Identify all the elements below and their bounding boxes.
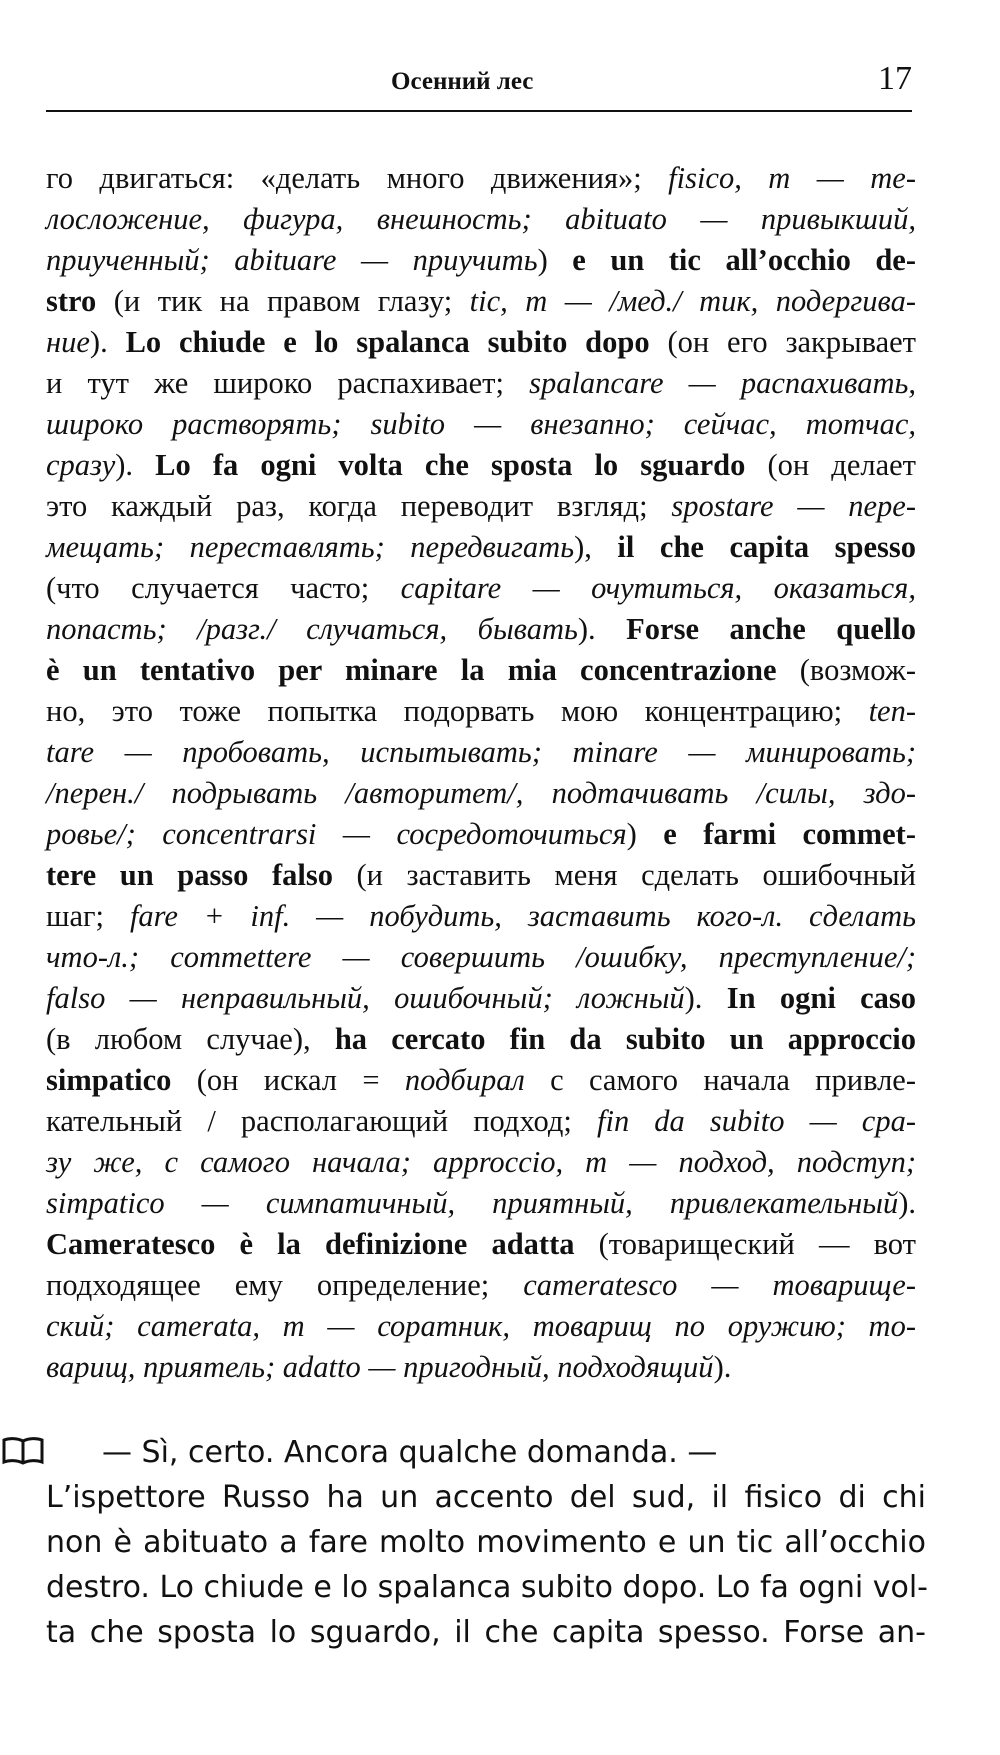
- annotation-line: [46, 773, 916, 814]
- italian-phrase: e un tic all’occhio de-: [572, 243, 916, 277]
- translation-text: (товарищеский — вот: [574, 1227, 916, 1261]
- annotation-line: [46, 527, 916, 568]
- annotation-line: [46, 650, 916, 691]
- page-header: [46, 60, 912, 112]
- translation-text: ).: [713, 1350, 732, 1384]
- translation-text: ),: [574, 530, 618, 564]
- italian-phrase: tere un passo falso: [46, 858, 333, 892]
- vocabulary-note: зу же, с самого начала; approccio, m — подход, подступ;: [46, 1145, 916, 1179]
- vocabulary-note: ровье/; concentrarsi — сосредоточиться: [46, 817, 627, 851]
- translation-text: ).: [684, 981, 727, 1015]
- italian-phrase: Lo fa ogni volta che sposta lo sguardo: [155, 448, 746, 482]
- translation-text: кательный / располагающий подход;: [46, 1104, 597, 1138]
- annotation-line: [46, 1060, 916, 1101]
- vocabulary-note: приученный; abituare — приучить: [46, 243, 538, 277]
- original-line: L’ispettore Russo ha un accento del sud, il fisico di chi: [46, 1480, 926, 1515]
- italian-phrase: Cameratesco è la definizione adatta: [46, 1227, 575, 1261]
- translation-text: ).: [115, 448, 156, 482]
- translation-text: (он делает: [745, 448, 916, 482]
- original-line: destro. Lo chiude e lo spalanca subito dopo. Lo fa ogni vol-: [46, 1570, 928, 1605]
- page-number: 17: [878, 60, 912, 97]
- annotation-line: [46, 855, 916, 896]
- vocabulary-note: подбирал: [404, 1063, 525, 1097]
- annotation-line: [46, 404, 916, 445]
- annotation-line: [46, 1183, 916, 1224]
- italian-phrase: Lo chiude e lo spalanca subito dopo: [125, 325, 650, 359]
- vocabulary-note: ский; camerata, m — соратник, товарищ по оружию; то-: [46, 1309, 916, 1343]
- italian-phrase: stro: [46, 284, 97, 318]
- annotation-line: [46, 937, 916, 978]
- vocabulary-note: simpatico — симпатичный, приятный, привлекательный: [46, 1186, 899, 1220]
- annotation-line: [46, 1306, 916, 1347]
- vocabulary-note: сразу: [46, 448, 116, 482]
- vocabulary-note: fisico, m — те-: [668, 161, 916, 195]
- translation-text: (он его закрывает: [649, 325, 916, 359]
- translation-text: го двигаться: «делать много движения»;: [46, 161, 669, 195]
- annotation-line: [46, 1224, 916, 1265]
- annotated-text: [46, 158, 916, 1388]
- vocabulary-note: лосложение, фигура, внешность; abituato — привыкший,: [46, 202, 916, 236]
- translation-text: это каждый раз, когда переводит взгляд;: [46, 489, 672, 523]
- vocabulary-note: spalancare — распахивать,: [529, 366, 916, 400]
- vocabulary-note: ние: [46, 325, 90, 359]
- annotation-line: [46, 978, 916, 1019]
- annotation-line: [46, 568, 916, 609]
- open-book-icon: [2, 1437, 44, 1465]
- vocabulary-note: варищ, приятель; adatto — пригодный, подходящий: [46, 1350, 714, 1384]
- annotation-line: [46, 1347, 916, 1388]
- translation-text: с самого начала привле-: [524, 1063, 916, 1097]
- annotation-line: [46, 363, 916, 404]
- annotation-line: [46, 1101, 916, 1142]
- original-text: [46, 1430, 926, 1655]
- italian-phrase: il che capita spesso: [617, 530, 916, 564]
- vocabulary-note: fin da subito — сра-: [597, 1104, 916, 1138]
- vocabulary-note: fare + inf. — побудить, заставить кого-л. сделать: [129, 899, 916, 933]
- annotation-line: [46, 732, 916, 773]
- vocabulary-note: spostare — пере-: [671, 489, 917, 523]
- annotation-line: [46, 486, 916, 527]
- vocabulary-note: широко растворять; subito — внезапно; сейчас, тотчас,: [46, 407, 916, 441]
- annotation-line: [46, 896, 916, 937]
- annotation-line: [46, 322, 916, 363]
- vocabulary-note: capitare — очутиться, оказаться,: [400, 571, 916, 605]
- vocabulary-note: мещать; переставлять; передвигать: [46, 530, 575, 564]
- annotation-line: [46, 158, 916, 199]
- translation-text: (что случается часто;: [46, 571, 401, 605]
- annotation-line: [46, 1019, 916, 1060]
- italian-phrase: e farmi commet-: [663, 817, 916, 851]
- italian-phrase: Forse anche quello: [626, 612, 916, 646]
- annotation-line: [46, 1265, 916, 1306]
- italian-phrase: è un tentativo per minare la mia concentrazione: [46, 653, 777, 687]
- vocabulary-note: ten-: [868, 694, 916, 728]
- original-line: — Sì, certo. Ancora qualche domanda. —: [102, 1435, 718, 1470]
- translation-text: (он искал =: [171, 1063, 405, 1097]
- translation-text: шаг;: [46, 899, 130, 933]
- annotation-line: [46, 240, 916, 281]
- vocabulary-note: tare — пробовать, испытывать; minare — минировать;: [46, 735, 916, 769]
- translation-text: ).: [577, 612, 627, 646]
- vocabulary-note: falso — неправильный, ошибочный; ложный: [46, 981, 685, 1015]
- running-title: Осенний лес: [391, 68, 534, 95]
- italian-phrase: In ogni caso: [726, 981, 916, 1015]
- translation-text: ): [626, 817, 664, 851]
- annotation-line: [46, 445, 916, 486]
- annotation-line: [46, 281, 916, 322]
- translation-text: ).: [89, 325, 126, 359]
- annotation-line: [46, 691, 916, 732]
- italian-phrase: ha cercato fin da subito un approccio: [334, 1022, 916, 1056]
- translation-text: (в любом случае),: [46, 1022, 335, 1056]
- vocabulary-note: /перен./ подрывать /авторитет/, подтачивать /силы, здо-: [46, 776, 916, 810]
- annotation-line: [46, 814, 916, 855]
- original-line: non è abituato a fare molto movimento e un tic all’occhio: [46, 1525, 926, 1560]
- vocabulary-note: что-л.; commettere — совершить /ошибку, преступление/;: [46, 940, 916, 974]
- translation-text: (и заставить меня сделать ошибочный: [332, 858, 916, 892]
- translation-text: подходящее ему определение;: [46, 1268, 524, 1302]
- translation-text: (возмож-: [776, 653, 916, 687]
- vocabulary-note: cameratesco — товарище-: [523, 1268, 917, 1302]
- translation-text: но, это тоже попытка подорвать мою концентрацию;: [46, 694, 869, 728]
- translation-text: и тут же широко распахивает;: [46, 366, 530, 400]
- annotation-line: [46, 609, 916, 650]
- annotation-line: [46, 1142, 916, 1183]
- italian-phrase: simpatico: [46, 1063, 172, 1097]
- annotation-line: [46, 199, 916, 240]
- vocabulary-note: tic, m — /мед./ тик, подергива-: [469, 284, 916, 318]
- translation-text: (и тик на правом глазу;: [96, 284, 470, 318]
- translation-text: ).: [898, 1186, 916, 1220]
- original-line: ta che sposta lo sguardo, il che capita spesso. Forse an-: [46, 1615, 926, 1650]
- translation-text: ): [537, 243, 573, 277]
- vocabulary-note: попасть; /разг./ случаться, бывать: [46, 612, 578, 646]
